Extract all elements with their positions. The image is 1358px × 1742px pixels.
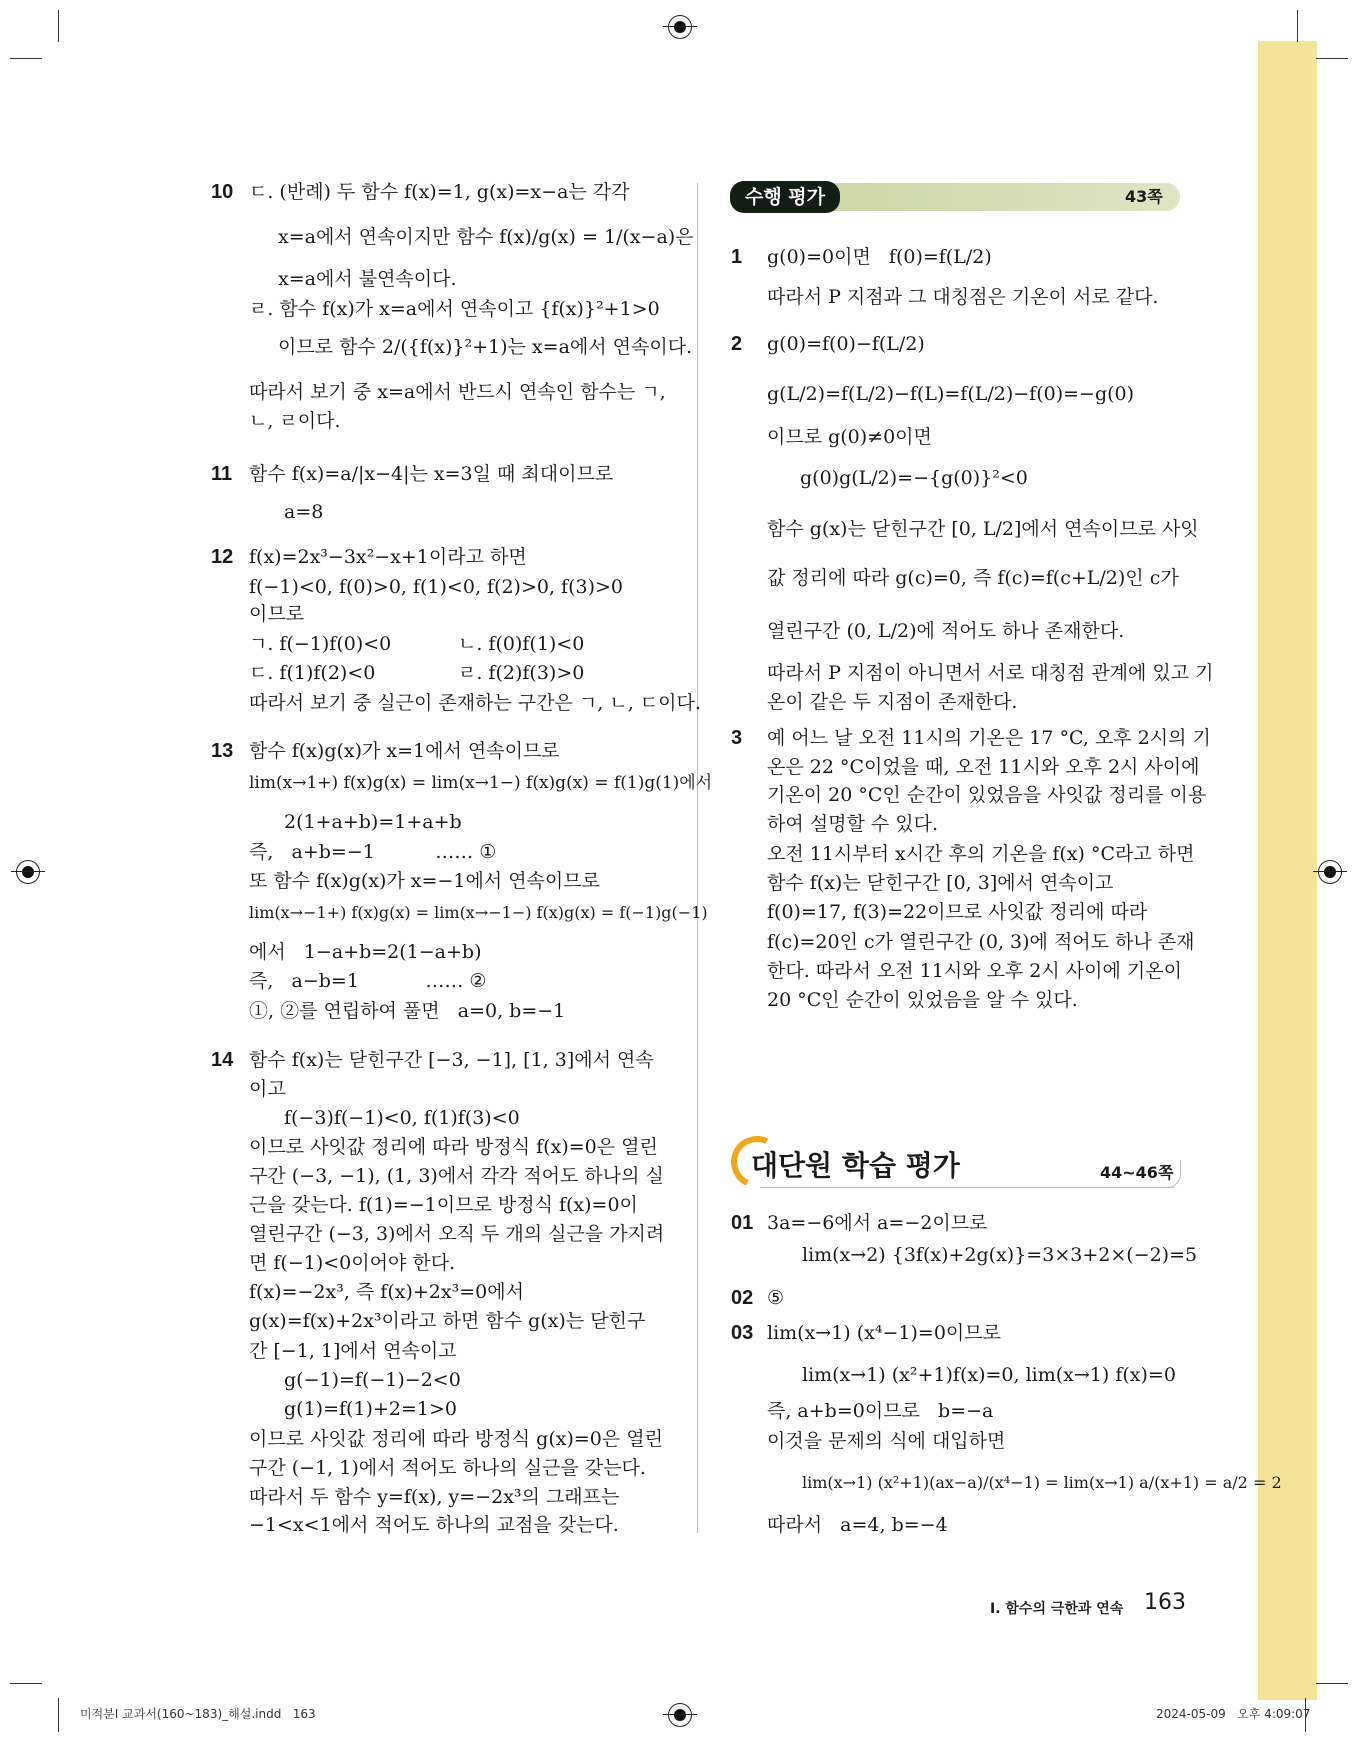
solution-line: 온은 22 °C이었을 때, 오전 11시와 오후 2시 사이에 [767,756,1200,778]
problem-number: 12 [211,546,234,568]
solution-line: f(0)=17, f(3)=22이므로 사잇값 정리에 따라 [767,901,1148,923]
registration-mark-icon [1318,860,1342,884]
solution-line: lim(x→1) (x²+1)(ax−a)/(x⁴−1) = lim(x→1) a/(x+1) = a/2 = 2 [802,1473,1282,1492]
crop-mark [1316,58,1348,59]
solution-line: 이므로 사잇값 정리에 따라 방정식 g(x)=0은 열린 [249,1428,663,1450]
solution-line: lim(x→−1+) f(x)g(x) = lim(x→−1−) f(x)g(x) = f(−1)g(−1) [249,903,708,922]
solution-line: g(1)=f(1)+2=1>0 [284,1398,457,1420]
problem-number: 2 [731,333,743,355]
solution-line: 이므로 사잇값 정리에 따라 방정식 f(x)=0은 열린 [249,1136,658,1158]
solution-line: 에서 1−a+b=2(1−a+b) [249,941,482,963]
problem-number: 11 [211,463,233,485]
solution-line: 열린구간 (0, L/2)에 적어도 하나 존재한다. [767,620,1125,642]
print-slug-date: 2024-05-09 오후 4:09:07 [1156,1707,1311,1721]
solution-line: 3a=−6에서 a=−2이므로 [767,1212,988,1234]
solution-line: 근을 갖는다. f(1)=−1이므로 방정식 f(x)=0이 [249,1194,638,1216]
solution-line: 구간 (−1, 1)에서 적어도 하나의 실근을 갖는다. [249,1457,646,1479]
solution-line: 따라서 P 지점이 아니면서 서로 대칭점 관계에 있고 기 [767,662,1214,684]
solution-line: 함수 f(x)는 닫힌구간 [−3, −1], [1, 3]에서 연속 [249,1049,654,1071]
solution-line: lim(x→2) {3f(x)+2g(x)}=3×3+2×(−2)=5 [802,1244,1198,1266]
solution-line: lim(x→1+) f(x)g(x) = lim(x→1−) f(x)g(x) = f(1)g(1)에서 [249,773,713,793]
solution-line: f(c)=20인 c가 열린구간 (0, 3)에 적어도 하나 존재 [767,931,1195,953]
solution-line: 면 f(−1)<0이어야 한다. [249,1252,456,1274]
solution-line: g(0)g(L/2)=−{g(0)}²<0 [800,467,1028,489]
problem-number: 01 [731,1212,754,1234]
solution-line: x=a에서 불연속이다. [278,268,457,290]
solution-line: f(x)=2x³−3x²−x+1이라고 하면 [249,546,527,568]
solution-line: ⑤ [767,1287,785,1309]
problem-number: 03 [731,1322,754,1344]
solution-line: ㄱ. f(−1)f(0)<0 [249,633,392,655]
registration-mark-icon [668,1703,692,1727]
unit-review-pages: 44~46쪽 [1100,1163,1174,1182]
performance-header-title: 수행 평가 [730,181,840,213]
solution-line: 즉, a+b=−1 …… ① [249,841,497,863]
crop-mark [1297,10,1298,42]
unit-review-title: 대단원 학습 평가 [751,1149,960,1182]
crop-mark [10,1683,42,1684]
solution-line: lim(x→1) (x²+1)f(x)=0, lim(x→1) f(x)=0 [802,1364,1176,1386]
crop-mark [10,58,42,59]
solution-line: ㄴ. f(0)f(1)<0 [458,633,585,655]
registration-mark-icon [668,15,692,39]
solution-line: ㄴ, ㄹ이다. [249,410,341,432]
solution-line: g(0)=f(0)−f(L/2) [767,333,925,355]
section-underline-curve [1160,1160,1181,1188]
solution-line: 온이 같은 두 지점이 존재한다. [767,691,1018,713]
solution-line: 또 함수 f(x)g(x)가 x=−1에서 연속이므로 [249,870,600,892]
crop-mark [58,1698,59,1732]
column-divider [697,183,698,1533]
solution-line: 2(1+a+b)=1+a+b [284,811,462,833]
solution-line: 함수 f(x)는 닫힌구간 [0, 3]에서 연속이고 [767,872,1114,894]
solution-line: 함수 g(x)는 닫힌구간 [0, L/2]에서 연속이므로 사잇 [767,518,1199,540]
solution-line: 따라서 보기 중 실근이 존재하는 구간은 ㄱ, ㄴ, ㄷ이다. [249,692,701,714]
solution-line: 열린구간 (−3, 3)에서 오직 두 개의 실근을 가지려 [249,1223,665,1245]
solution-line: g(x)=f(x)+2x³이라고 하면 함수 g(x)는 닫힌구 [249,1310,646,1332]
solution-line: 간 [−1, 1]에서 연속이고 [249,1340,457,1362]
solution-line: 기온이 20 °C인 순간이 있었음을 사잇값 정리를 이용 [767,784,1207,806]
problem-number: 02 [731,1287,754,1309]
solution-line: 한다. 따라서 오전 11시와 오후 2시 사이에 기온이 [767,960,1182,982]
solution-line: 구간 (−3, −1), (1, 3)에서 각각 적어도 하나의 실 [249,1165,664,1187]
section-underline [760,1187,1174,1188]
solution-line: 즉, a+b=0이므로 b=−a [767,1400,994,1422]
solution-line: 함수 f(x)=a/|x−4|는 x=3일 때 최대이므로 [249,463,614,485]
solution-line: 따라서 P 지점과 그 대칭점은 기온이 서로 같다. [767,286,1159,308]
solution-line: ㄷ. f(1)f(2)<0 [249,662,376,684]
registration-mark-icon [16,860,40,884]
solution-line: 이므로 g(0)≠0이면 [767,426,932,448]
solution-line: ㄷ. (반례) 두 함수 f(x)=1, g(x)=x−a는 각각 [249,181,630,203]
solution-line: f(x)=−2x³, 즉 f(x)+2x³=0에서 [249,1281,524,1303]
chapter-title: Ⅰ. 함수의 극한과 연속 [990,1601,1124,1617]
crop-mark [1316,1683,1348,1684]
solution-line: 이것을 문제의 식에 대입하면 [767,1430,1006,1452]
solution-line: 따라서 a=4, b=−4 [767,1514,948,1536]
solution-line: g(0)=0이면 f(0)=f(L/2) [767,246,992,268]
solution-line: g(L/2)=f(L/2)−f(L)=f(L/2)−f(0)=−g(0) [767,383,1135,405]
solution-line: g(−1)=f(−1)−2<0 [284,1369,461,1391]
page-number: 163 [1144,1590,1186,1615]
problem-number: 14 [211,1049,234,1071]
solution-line: a=8 [284,501,324,523]
solution-line: lim(x→1) (x⁴−1)=0이므로 [767,1322,1001,1344]
problem-number: 3 [731,727,743,749]
solution-line: 오전 11시부터 x시간 후의 기온을 f(x) °C라고 하면 [767,843,1195,865]
solution-line: ㄹ. f(2)f(3)>0 [458,662,585,684]
solution-line: −1<x<1에서 적어도 하나의 교점을 갖는다. [249,1514,619,1536]
problem-number: 13 [211,740,234,762]
solution-line: ㄹ. 함수 f(x)가 x=a에서 연속이고 {f(x)}²+1>0 [249,298,660,320]
solution-line: 즉, a−b=1 …… ② [249,970,487,992]
solution-line: 따라서 두 함수 y=f(x), y=−2x³의 그래프는 [249,1486,620,1508]
solution-line: 이므로 [249,603,305,625]
problem-number: 10 [211,181,234,203]
crop-mark [58,10,59,42]
solution-line: 함수 f(x)g(x)가 x=1에서 연속이므로 [249,740,560,762]
solution-line: x=a에서 연속이지만 함수 f(x)/g(x) = 1/(x−a)은 [278,226,694,248]
page-edge-tab [1258,41,1317,1700]
solution-line: f(−1)<0, f(0)>0, f(1)<0, f(2)>0, f(3)>0 [249,576,624,598]
solution-line: 값 정리에 따라 g(c)=0, 즉 f(c)=f(c+L/2)인 c가 [767,567,1179,589]
solution-line: 하여 설명할 수 있다. [767,813,938,835]
solution-line: 20 °C인 순간이 있었음을 알 수 있다. [767,989,1078,1011]
performance-header-page: 43쪽 [1125,187,1163,206]
solution-line: 따라서 보기 중 x=a에서 반드시 연속인 함수는 ㄱ, [249,381,666,403]
solution-line: f(−3)f(−1)<0, f(1)f(3)<0 [284,1107,520,1129]
problem-number: 1 [731,246,743,268]
solution-line: 이고 [249,1078,286,1100]
solution-line: ①, ②를 연립하여 풀면 a=0, b=−1 [249,1000,566,1022]
solution-line: 이므로 함수 2/({f(x)}²+1)는 x=a에서 연속이다. [278,336,693,358]
print-slug-file: 미적분Ⅰ 교과서(160~183)_해설.indd 163 [80,1707,316,1721]
solution-line: 예 어느 날 오전 11시의 기온은 17 °C, 오후 2시의 기 [767,727,1211,749]
